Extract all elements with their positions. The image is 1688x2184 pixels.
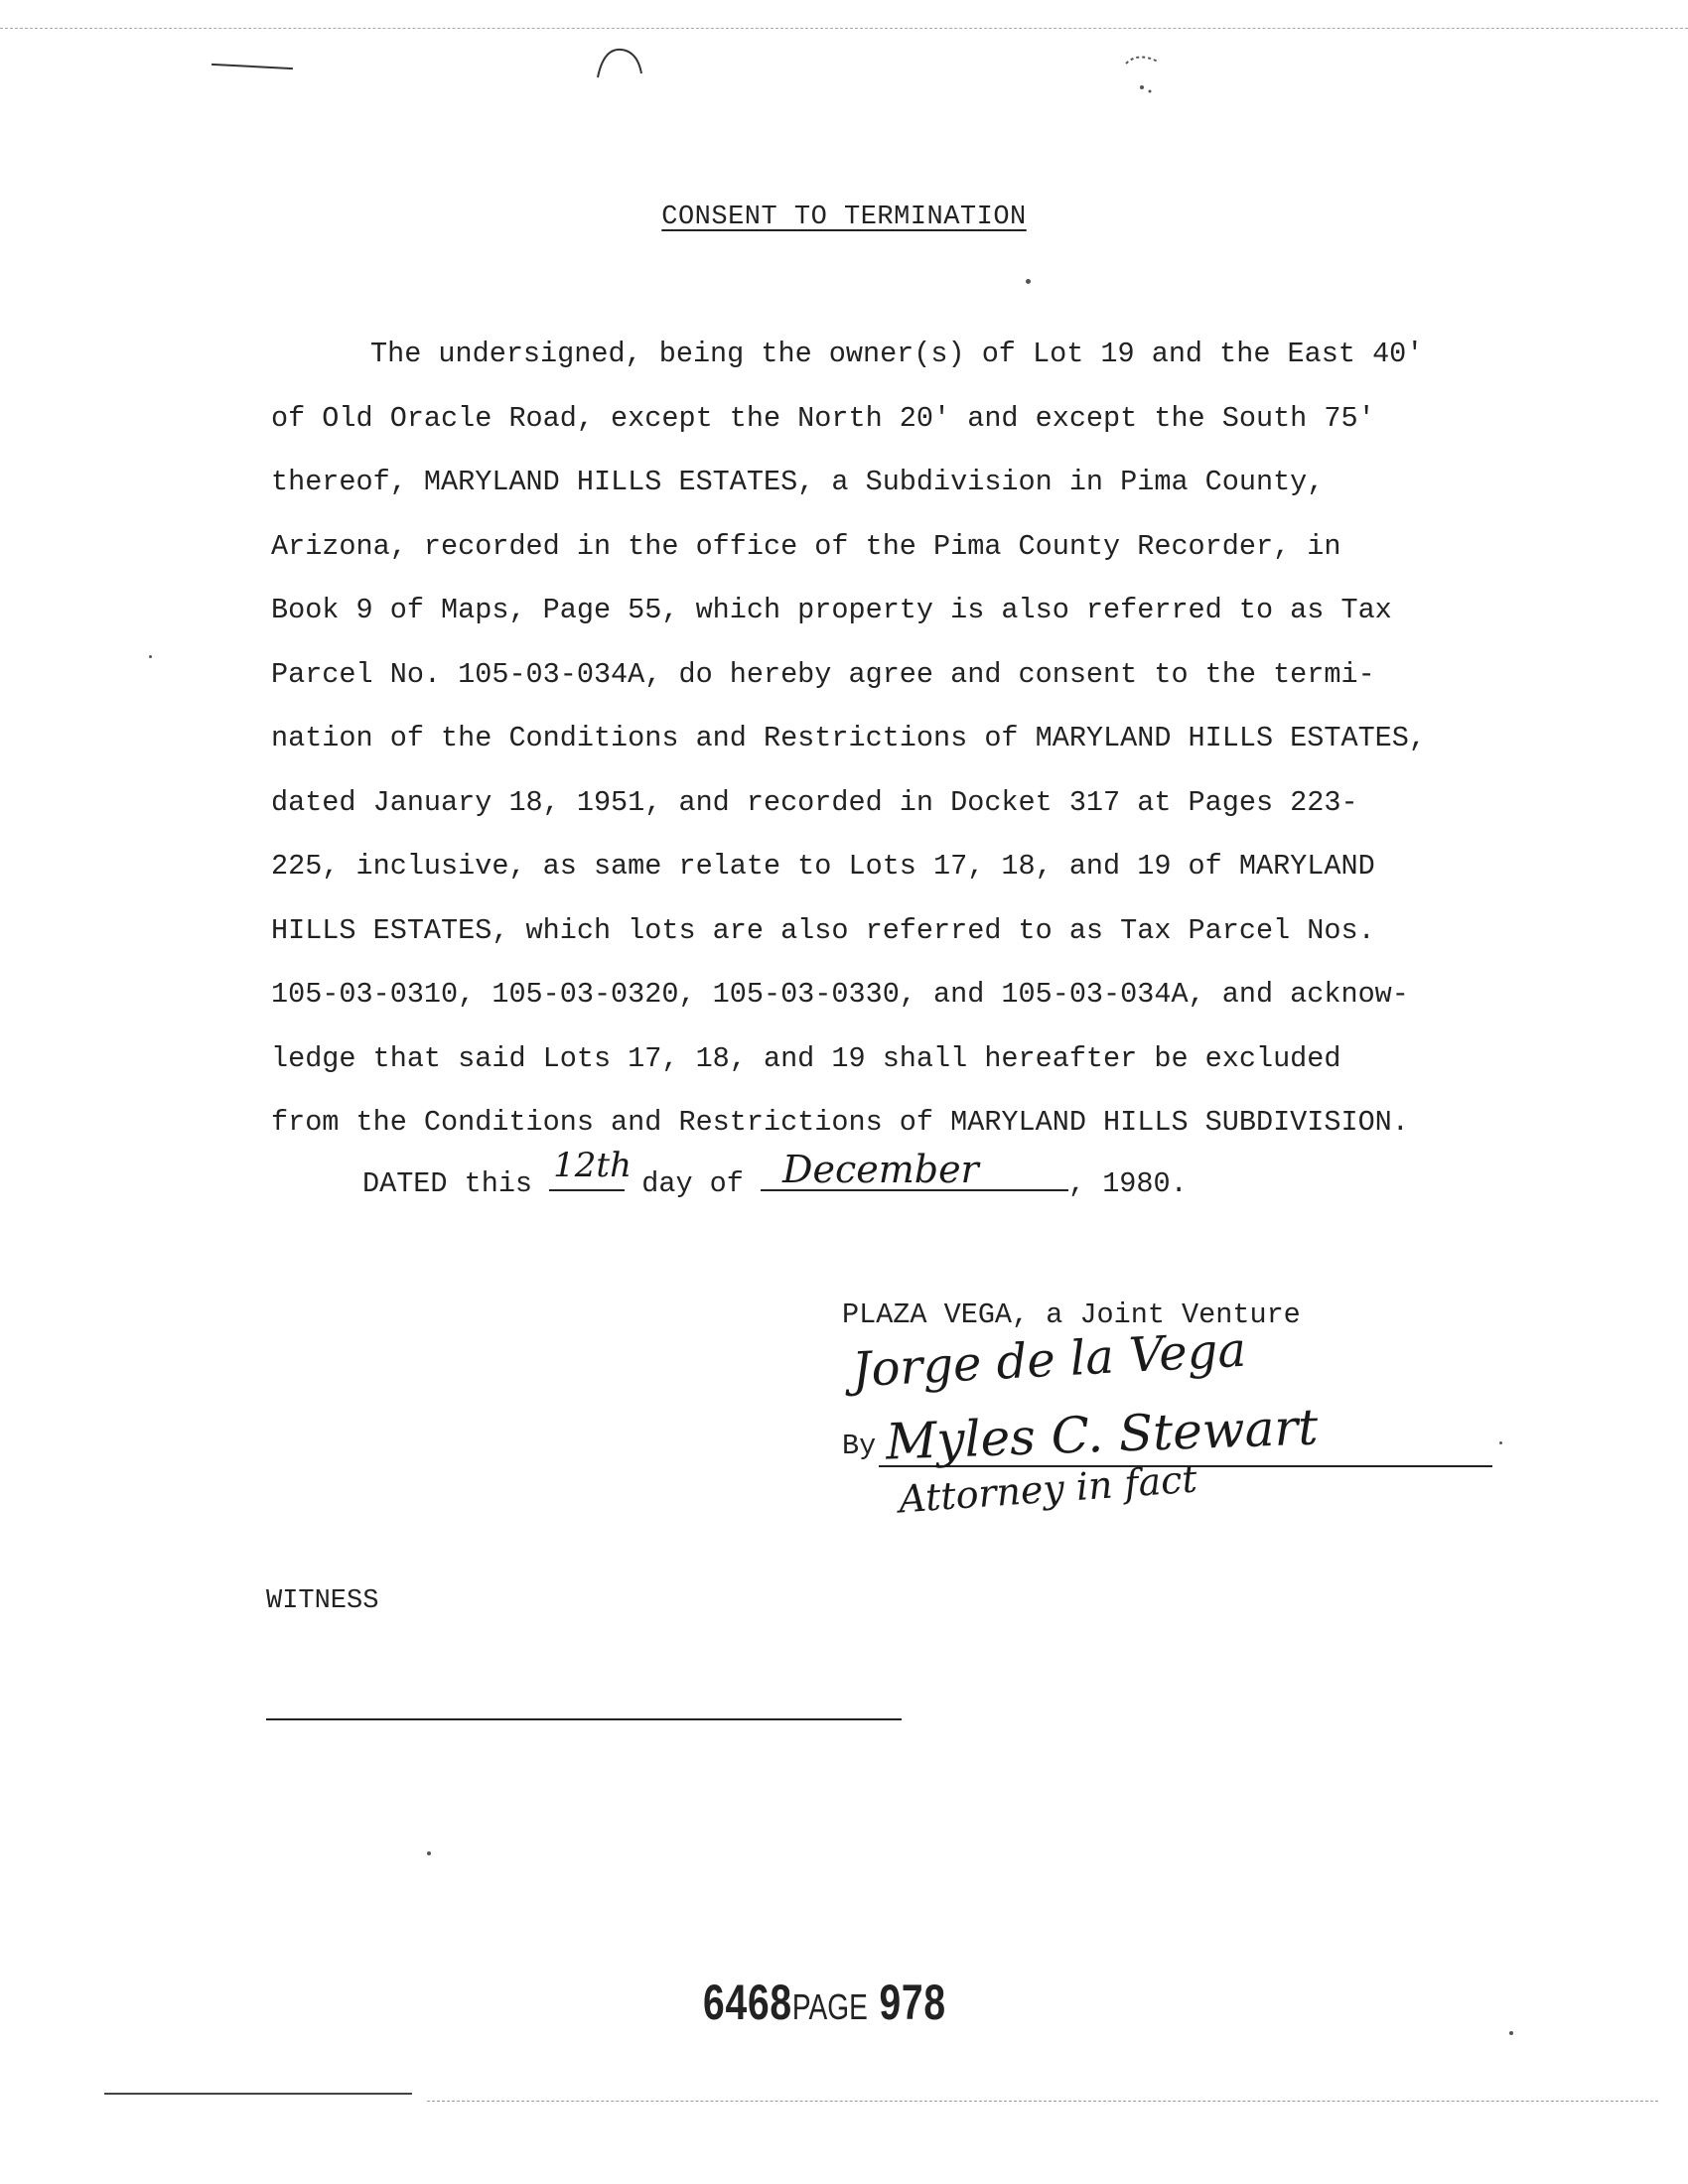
body-line: nation of the Conditions and Restrictions of MARYLAND HILLS ESTATES,	[271, 722, 1426, 754]
body-line: 225, inclusive, as same relate to Lots 17, 18, and 19 of MARYLAND	[271, 850, 1375, 883]
dated-line	[362, 1146, 1188, 1200]
month-blank	[761, 1148, 1068, 1191]
hole-punch-arc-right	[1120, 48, 1170, 107]
record-page-number: 978	[879, 1975, 946, 2030]
scan-edge-top	[0, 28, 1688, 29]
speck	[427, 1851, 431, 1855]
witness-signature-line	[266, 1718, 902, 1720]
scan-mark-top-left	[211, 64, 293, 69]
body-line: Parcel No. 105-03-034A, do hereby agree and consent to the termi-	[271, 657, 1375, 691]
body-line: ledge that said Lots 17, 18, and 19 shall hereafter be excluded	[271, 1041, 1341, 1075]
handwritten-month: December	[781, 1148, 979, 1191]
witness-label: WITNESS	[266, 1586, 379, 1616]
speck	[1026, 279, 1031, 284]
dated-prefix: DATED this	[362, 1167, 533, 1200]
by-label: By	[842, 1430, 877, 1462]
signatory-entity: PLAZA VEGA, a Joint Venture	[842, 1298, 1301, 1331]
body-line: Book 9 of Maps, Page 55, which property is also referred to as Tax	[271, 594, 1392, 626]
speck	[1509, 2031, 1513, 2035]
body-paragraph	[271, 323, 1582, 1156]
handwritten-signature-name: Jorge de la Vega	[850, 1321, 1248, 1399]
record-page-word: PAGE	[791, 1986, 868, 2027]
body-line: from the Conditions and Restrictions of MARYLAND HILLS SUBDIVISION.	[271, 1106, 1409, 1139]
record-book-page-stamp	[703, 1974, 946, 2031]
scan-edge-bottom-right	[427, 2101, 1658, 2102]
body-line: 105-03-0310, 105-03-0320, 105-03-0330, and 105-03-034A, and acknow-	[271, 978, 1409, 1011]
body-line: of Old Oracle Road, except the North 20' and except the South 75'	[271, 401, 1375, 435]
day-blank	[549, 1146, 632, 1191]
speck	[149, 655, 152, 658]
body-line: The undersigned, being the owner(s) of Lot 19 and the East 40'	[370, 338, 1424, 370]
record-book-number: 6468	[703, 1975, 792, 2030]
body-line: Arizona, recorded in the office of the Pima County Recorder, in	[271, 529, 1341, 563]
document-title: CONSENT TO TERMINATION	[661, 203, 1027, 232]
speck	[1499, 1441, 1502, 1444]
dated-suffix: , 1980.	[1067, 1167, 1188, 1200]
scan-edge-bottom	[104, 2093, 412, 2095]
hole-punch-arc-left	[594, 44, 645, 83]
handwritten-signer-title: Attorney in fact	[897, 1456, 1199, 1522]
body-line: HILLS ESTATES, which lots are also referred to as Tax Parcel Nos.	[271, 913, 1375, 947]
body-line: thereof, MARYLAND HILLS ESTATES, a Subdivision in Pima County,	[271, 466, 1325, 498]
body-line: dated January 18, 1951, and recorded in Docket 317 at Pages 223-	[271, 785, 1358, 819]
dated-middle: day of	[641, 1167, 744, 1200]
handwritten-signer: Myles C. Stewart	[885, 1398, 1320, 1471]
handwritten-day: 12th	[553, 1146, 632, 1185]
